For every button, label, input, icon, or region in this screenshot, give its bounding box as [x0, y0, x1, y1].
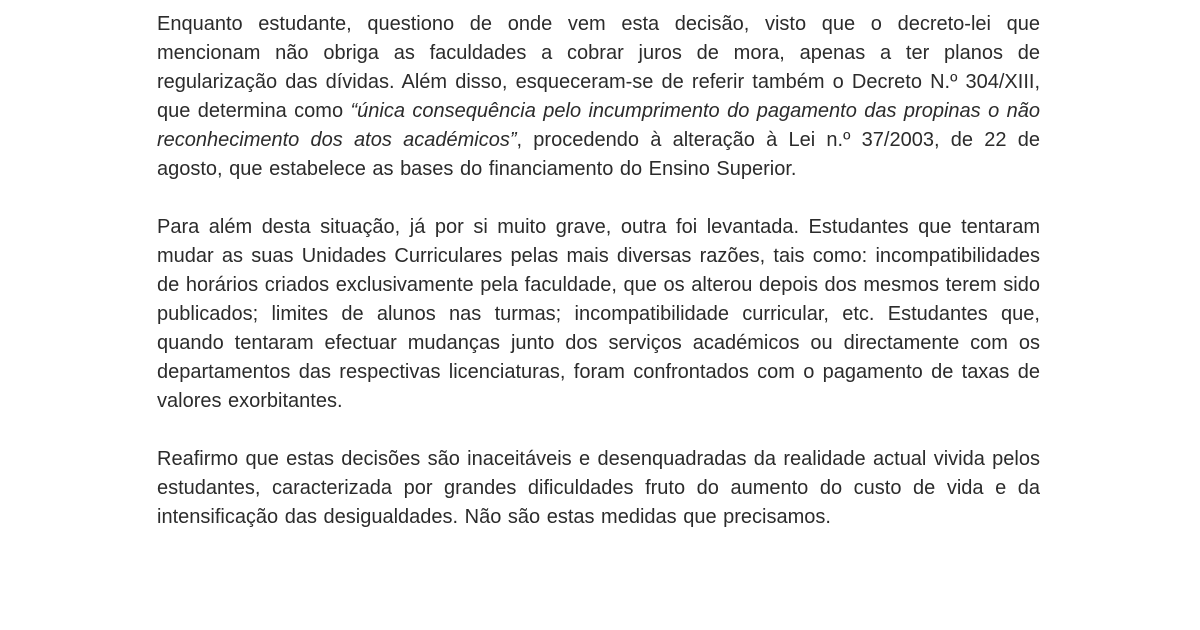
- body-text: , procedendo à alteração à Lei n.º 37/2003, de 22 de agosto, que estabelece as bases do financiamento do Ensino Superior.: [157, 129, 1040, 180]
- quoted-italic-text: “única consequência pelo incumprimento do pagamento das propinas o não reconhecimento dos atos académicos”: [157, 100, 1040, 151]
- body-text: Enquanto estudante, questiono de onde vem esta decisão, visto que o decreto-lei que mencionam não obriga as faculdades a cobrar juros de mora, apenas a ter planos de regularização das dívidas. Além disso, esqueceram-se de referir também o Decreto N.º 304/XIII, que determina como: [157, 13, 1040, 122]
- body-text: Para além desta situação, já por si muito grave, outra foi levantada. Estudantes que tentaram mudar as suas Unidades Curriculares pelas mais diversas razões, tais como: incompatibilidades de horários criados exclusivamente pela faculdade, que os alterou depois dos mesmos terem sido publicados; limites de alunos nas turmas; incompatibilidade curricular, etc. Estudantes que, quando tentaram efectuar mudanças junto dos serviços académicos ou directamente com os departamentos das respectivas licenciaturas, foram confrontados com o pagamento de taxas de valores exorbitantes.: [157, 216, 1040, 412]
- paragraph: [157, 10, 1040, 184]
- paragraph: [157, 445, 1040, 532]
- body-text: Reafirmo que estas decisões são inaceitáveis e desenquadradas da realidade actual vivida pelos estudantes, caracterizada por grandes dificuldades fruto do aumento do custo de vida e da intensificação das desigualdades. Não são estas medidas que precisamos.: [157, 448, 1040, 528]
- paragraph: [157, 213, 1040, 416]
- document-body: [157, 10, 1040, 561]
